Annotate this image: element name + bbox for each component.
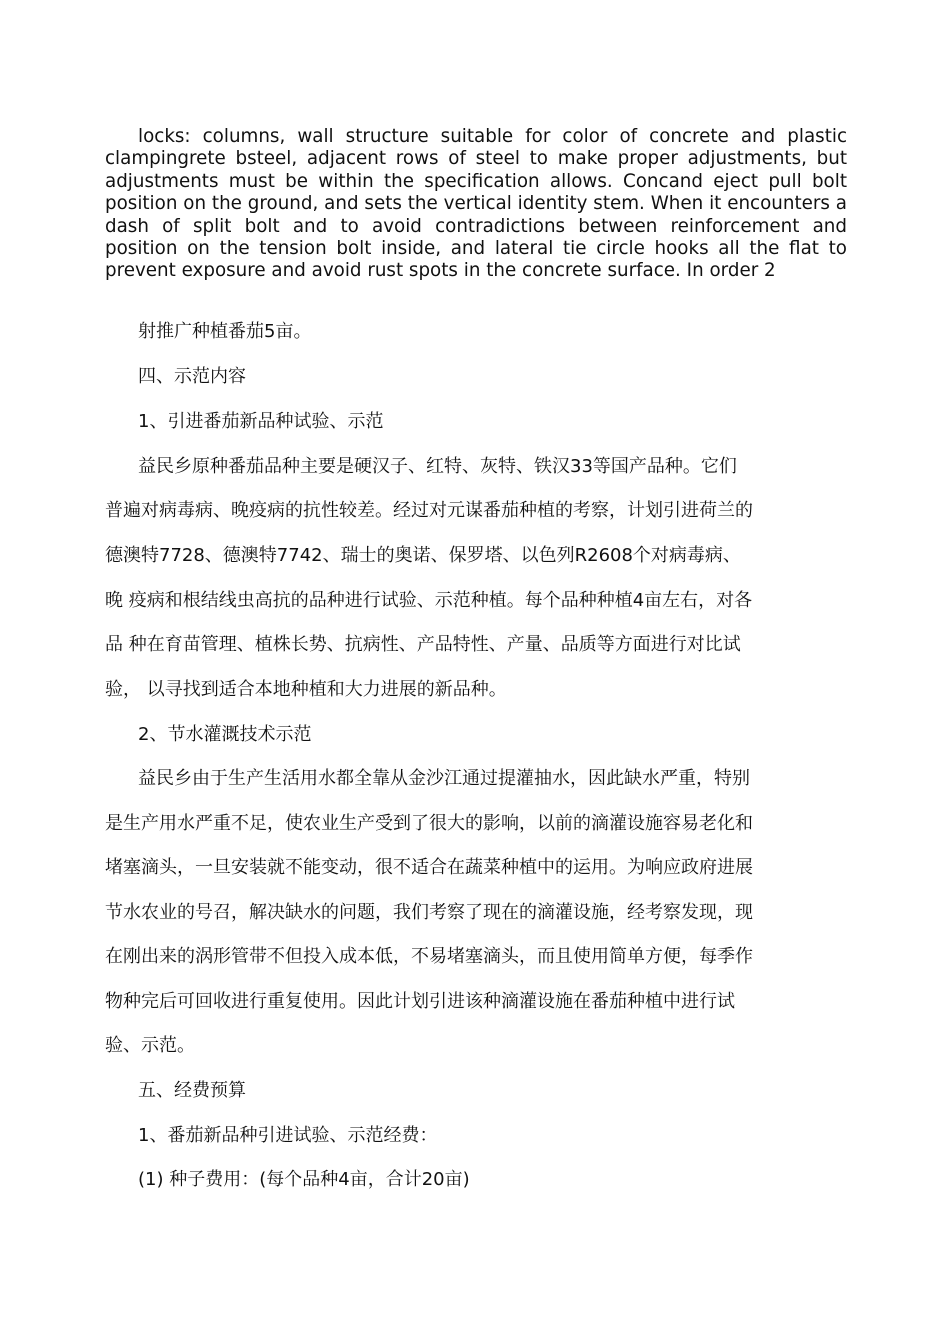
- paragraph-line: 晚 疫病和根结线虫高抗的品种进行试验、示范种植。每个品种种植4亩左右，对各: [105, 590, 753, 611]
- paragraph-line: 普遍对病毒病、晚疫病的抗性较差。经过对元谋番茄种植的考察，计划引进荷兰的: [105, 500, 753, 521]
- paragraph-line: 益民乡原种番茄品种主要是硬汉子、红特、灰特、铁汉33等国产品种。它们: [138, 456, 737, 477]
- english-paragraph: locks: columns, wall structure suitable for color of concrete and plastic clampingrete bsteel, adjacent rows of steel to make proper adjustments, but adjustments must be within the specification allows. Concand eject pull bolt position on the ground, and sets the vertical identity stem. When it encounters a dash of split bolt and to avoid contradictions between reinforcement and position on the tension bolt inside, and lateral tie circle hooks all the flat to prevent exposure and avoid rust spots in the concrete surface. In order 2: [105, 126, 847, 282]
- paragraph-line: 德澳特7728、德澳特7742、瑞士的奥诺、保罗塔、以色列R2608个对病毒病、: [105, 545, 741, 566]
- list-item: (1) 种子费用：(每个品种4亩，合计20亩): [138, 1169, 470, 1190]
- paragraph-line: 射推广种植番茄5亩。: [138, 321, 312, 342]
- subsection-heading: 1、番茄新品种引进试验、示范经费：: [138, 1125, 438, 1146]
- paragraph-line: 验、示范。: [105, 1035, 195, 1056]
- subsection-heading: 2、节水灌溉技术示范: [138, 724, 312, 745]
- paragraph-line: 益民乡由于生产生活用水都全靠从金沙江通过提灌抽水，因此缺水严重，特别: [138, 768, 750, 789]
- paragraph-line: 是生产用水严重不足，使农业生产受到了很大的影响，以前的滴灌设施容易老化和: [105, 813, 753, 834]
- paragraph-line: 堵塞滴头，一旦安装就不能变动，很不适合在蔬菜种植中的运用。为响应政府进展: [105, 857, 753, 878]
- paragraph-line: 物种完后可回收进行重复使用。因此计划引进该种滴灌设施在番茄种植中进行试: [105, 991, 735, 1012]
- paragraph-line: 品 种在育苗管理、植株长势、抗病性、产品特性、产量、品质等方面进行对比试: [105, 634, 741, 655]
- section-heading: 四、示范内容: [138, 366, 246, 387]
- paragraph-line: 验， 以寻找到适合本地种植和大力进展的新品种。: [105, 679, 507, 700]
- section-heading: 五、经费预算: [138, 1080, 246, 1101]
- paragraph-line: 在刚出来的涡形管带不但投入成本低，不易堵塞滴头，而且使用简单方便，每季作: [105, 946, 753, 967]
- subsection-heading: 1、引进番茄新品种试验、示范: [138, 411, 384, 432]
- paragraph-line: 节水农业的号召，解决缺水的问题，我们考察了现在的滴灌设施，经考察发现，现: [105, 902, 753, 923]
